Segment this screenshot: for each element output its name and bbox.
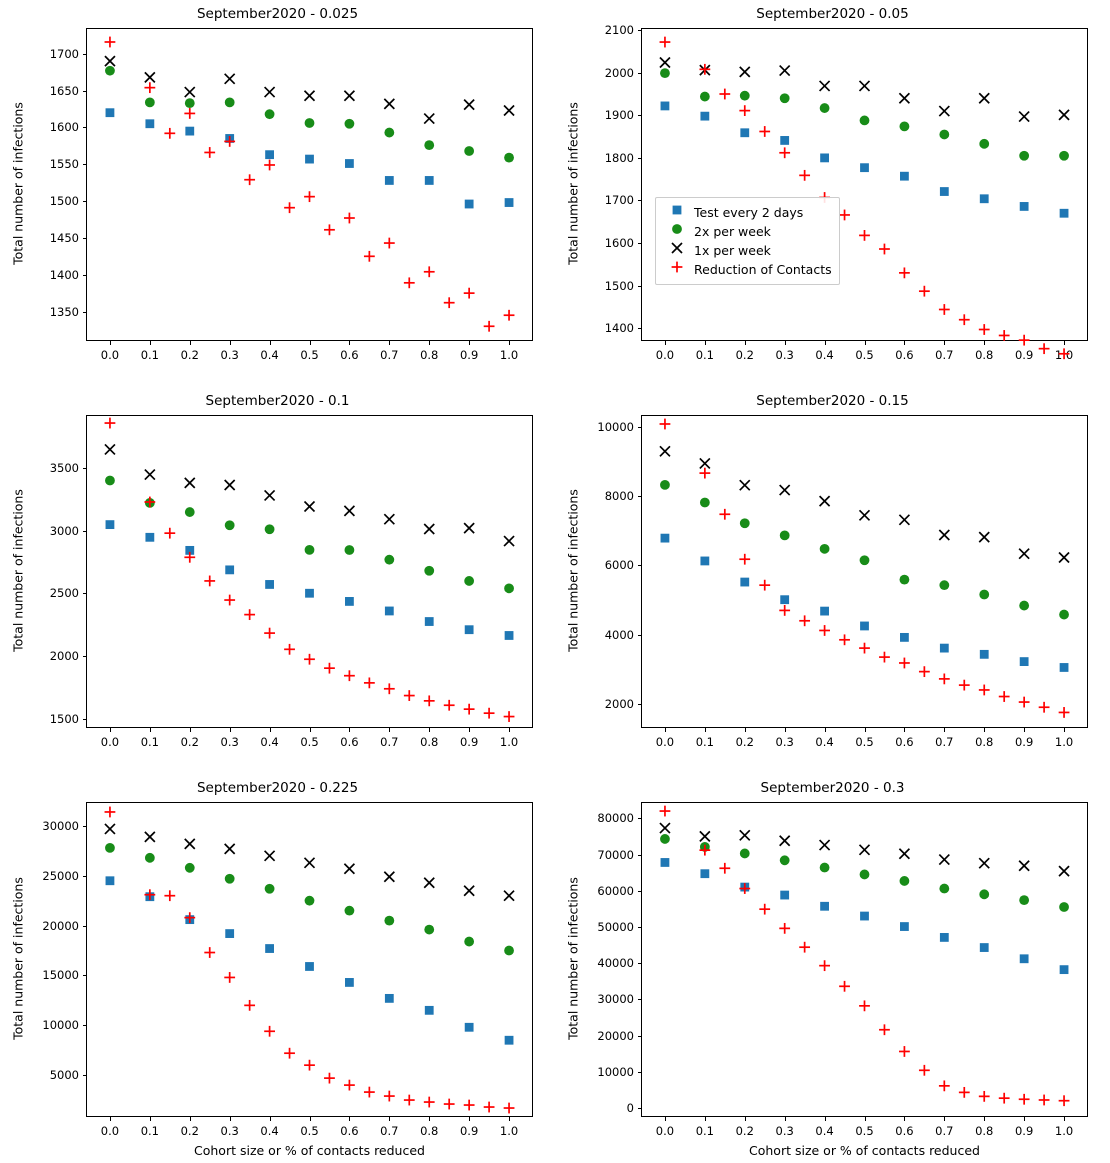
data-markers: [0, 0, 555, 387]
x-tick-label: 0.6: [895, 348, 914, 362]
y-tick-label: 1450: [49, 230, 79, 245]
y-tick-label: 1550: [49, 157, 79, 172]
x-tick-label: 0.1: [140, 1124, 159, 1138]
x-tick-label: 0.3: [775, 735, 794, 749]
y-tick-label: 0: [626, 1100, 634, 1115]
panel-title: September2020 - 0.15: [756, 393, 909, 409]
x-tick-label: 0.8: [420, 348, 439, 362]
panel-title: September2020 - 0.225: [196, 780, 359, 796]
x-tick-label: 0.9: [459, 1124, 479, 1138]
y-axis-label: Total number of infections: [10, 876, 26, 1040]
x-tick-label: 0.5: [855, 348, 874, 362]
x-tick-label: 0.3: [775, 1124, 794, 1138]
y-tick-label: 30000: [42, 818, 79, 833]
chart-panel: [0, 0, 555, 387]
panel-title: September2020 - 0.1: [205, 393, 350, 409]
legend-label: 1x per week: [694, 243, 771, 259]
legend-label: Test every 2 days: [694, 205, 804, 221]
x-tick-label: 0.3: [775, 348, 794, 362]
chart-panel: [0, 387, 555, 774]
y-tick-label: 8000: [604, 489, 634, 504]
x-tick-label: 0.1: [140, 735, 159, 749]
chart-panel: [555, 387, 1110, 774]
x-tick-label: 0.7: [380, 735, 399, 749]
panel-title: September2020 - 0.05: [756, 6, 909, 22]
y-axis-label: Total number of infections: [10, 488, 26, 652]
x-tick-label: 0.2: [180, 348, 199, 362]
y-tick-label: 2100: [604, 23, 634, 38]
y-tick-label: 1350: [49, 304, 79, 319]
y-tick-label: 1700: [604, 193, 634, 208]
data-markers: [555, 0, 1110, 387]
y-tick-label: 1600: [49, 120, 79, 135]
y-axis-label: Total number of infections: [10, 101, 26, 265]
x-tick-label: 0.0: [655, 735, 675, 749]
x-tick-label: 0.6: [340, 348, 359, 362]
y-tick-label: 1500: [604, 278, 634, 293]
y-axis-label: Total number of infections: [565, 488, 581, 652]
legend-item: [662, 260, 832, 279]
y-tick-label: 1500: [49, 712, 79, 727]
y-tick-label: 60000: [597, 883, 634, 898]
x-tick-label: 0.2: [735, 1124, 754, 1138]
x-tick-label: 0.0: [100, 348, 120, 362]
y-tick-label: 3000: [49, 523, 79, 538]
y-tick-label: 10000: [42, 1018, 79, 1033]
y-tick-label: 40000: [597, 956, 634, 971]
x-tick-label: 0.2: [180, 1124, 199, 1138]
legend-marker-icon: [662, 241, 692, 260]
y-tick-label: 20000: [42, 918, 79, 933]
x-tick-label: 0.9: [1014, 1124, 1034, 1138]
x-tick-label: 1.0: [1054, 348, 1074, 362]
y-tick-label: 1400: [49, 267, 79, 282]
y-tick-label: 4000: [604, 627, 634, 642]
y-tick-label: 1650: [49, 83, 79, 98]
y-tick-label: 10000: [597, 420, 634, 435]
x-tick-label: 0.1: [140, 348, 159, 362]
x-tick-label: 0.9: [1014, 348, 1034, 362]
x-tick-label: 0.5: [855, 735, 874, 749]
x-tick-label: 0.0: [100, 1124, 120, 1138]
y-tick-label: 70000: [597, 847, 634, 862]
x-tick-label: 0.1: [695, 1124, 714, 1138]
x-tick-label: 1.0: [1054, 735, 1074, 749]
x-tick-label: 0.7: [935, 348, 954, 362]
chart-panel: [555, 774, 1110, 1163]
x-axis-label: Cohort size or % of contacts reduced: [749, 1143, 980, 1158]
y-tick-label: 2500: [49, 586, 79, 601]
y-tick-label: 5000: [49, 1068, 79, 1083]
data-markers: [555, 387, 1110, 774]
x-tick-label: 0.2: [735, 348, 754, 362]
y-tick-label: 2000: [604, 696, 634, 711]
x-tick-label: 0.0: [100, 735, 120, 749]
legend-item: [662, 222, 832, 241]
x-tick-label: 0.6: [340, 1124, 359, 1138]
x-tick-label: 0.9: [459, 735, 479, 749]
legend-marker-icon: [662, 222, 692, 241]
x-tick-label: 0.3: [220, 1124, 239, 1138]
y-tick-label: 30000: [597, 992, 634, 1007]
y-tick-label: 1800: [604, 150, 634, 165]
x-tick-label: 0.8: [975, 735, 994, 749]
y-tick-label: 3500: [49, 460, 79, 475]
x-tick-label: 0.4: [815, 1124, 834, 1138]
x-tick-label: 0.3: [220, 735, 239, 749]
x-tick-label: 0.4: [260, 1124, 279, 1138]
x-tick-label: 0.7: [935, 1124, 954, 1138]
data-markers: [0, 387, 555, 774]
chart-panel: [0, 774, 555, 1163]
legend-item: [662, 241, 832, 260]
x-tick-label: 0.1: [695, 735, 714, 749]
chart-panel: [555, 0, 1110, 387]
x-tick-label: 0.2: [180, 735, 199, 749]
y-tick-label: 1400: [604, 321, 634, 336]
x-tick-label: 1.0: [499, 348, 519, 362]
x-tick-label: 0.5: [300, 1124, 319, 1138]
x-tick-label: 0.8: [420, 1124, 439, 1138]
y-tick-label: 1900: [604, 108, 634, 123]
x-tick-label: 0.8: [975, 348, 994, 362]
y-axis-label: Total number of infections: [565, 876, 581, 1040]
x-tick-label: 0.0: [655, 348, 675, 362]
y-tick-label: 2000: [49, 649, 79, 664]
legend-marker-icon: [662, 203, 692, 222]
x-tick-label: 0.8: [420, 735, 439, 749]
y-tick-label: 80000: [597, 811, 634, 826]
y-tick-label: 1500: [49, 194, 79, 209]
x-tick-label: 0.7: [380, 348, 399, 362]
legend-marker-icon: [662, 260, 692, 279]
x-axis-label: Cohort size or % of contacts reduced: [194, 1143, 425, 1158]
y-tick-label: 1600: [604, 236, 634, 251]
y-tick-label: 2000: [604, 65, 634, 80]
x-tick-label: 0.5: [855, 1124, 874, 1138]
y-tick-label: 50000: [597, 919, 634, 934]
y-tick-label: 15000: [42, 968, 79, 983]
x-tick-label: 0.4: [815, 348, 834, 362]
y-tick-label: 25000: [42, 868, 79, 883]
legend-label: 2x per week: [694, 224, 771, 240]
data-markers: [555, 774, 1110, 1163]
data-markers: [0, 774, 555, 1163]
x-tick-label: 0.0: [655, 1124, 675, 1138]
x-tick-label: 1.0: [499, 1124, 519, 1138]
y-tick-label: 1700: [49, 46, 79, 61]
panel-title: September2020 - 0.025: [196, 6, 359, 22]
x-tick-label: 0.9: [459, 348, 479, 362]
x-tick-label: 0.4: [260, 735, 279, 749]
x-tick-label: 0.5: [300, 348, 319, 362]
y-axis-label: Total number of infections: [565, 101, 581, 265]
x-tick-label: 0.6: [340, 735, 359, 749]
y-tick-label: 6000: [604, 558, 634, 573]
x-tick-label: 0.9: [1014, 735, 1034, 749]
panel-title: September2020 - 0.3: [760, 780, 905, 796]
legend-label: Reduction of Contacts: [694, 262, 832, 278]
x-tick-label: 0.6: [895, 735, 914, 749]
x-tick-label: 0.1: [695, 348, 714, 362]
x-tick-label: 1.0: [1054, 1124, 1074, 1138]
x-tick-label: 1.0: [499, 735, 519, 749]
x-tick-label: 0.2: [735, 735, 754, 749]
x-tick-label: 0.3: [220, 348, 239, 362]
legend-item: [662, 203, 832, 222]
x-tick-label: 0.7: [935, 735, 954, 749]
x-tick-label: 0.4: [260, 348, 279, 362]
legend: [655, 197, 840, 285]
x-tick-label: 0.5: [300, 735, 319, 749]
y-tick-label: 20000: [597, 1028, 634, 1043]
x-tick-label: 0.6: [895, 1124, 914, 1138]
x-tick-label: 0.8: [975, 1124, 994, 1138]
x-tick-label: 0.7: [380, 1124, 399, 1138]
x-tick-label: 0.4: [815, 735, 834, 749]
y-tick-label: 10000: [597, 1064, 634, 1079]
